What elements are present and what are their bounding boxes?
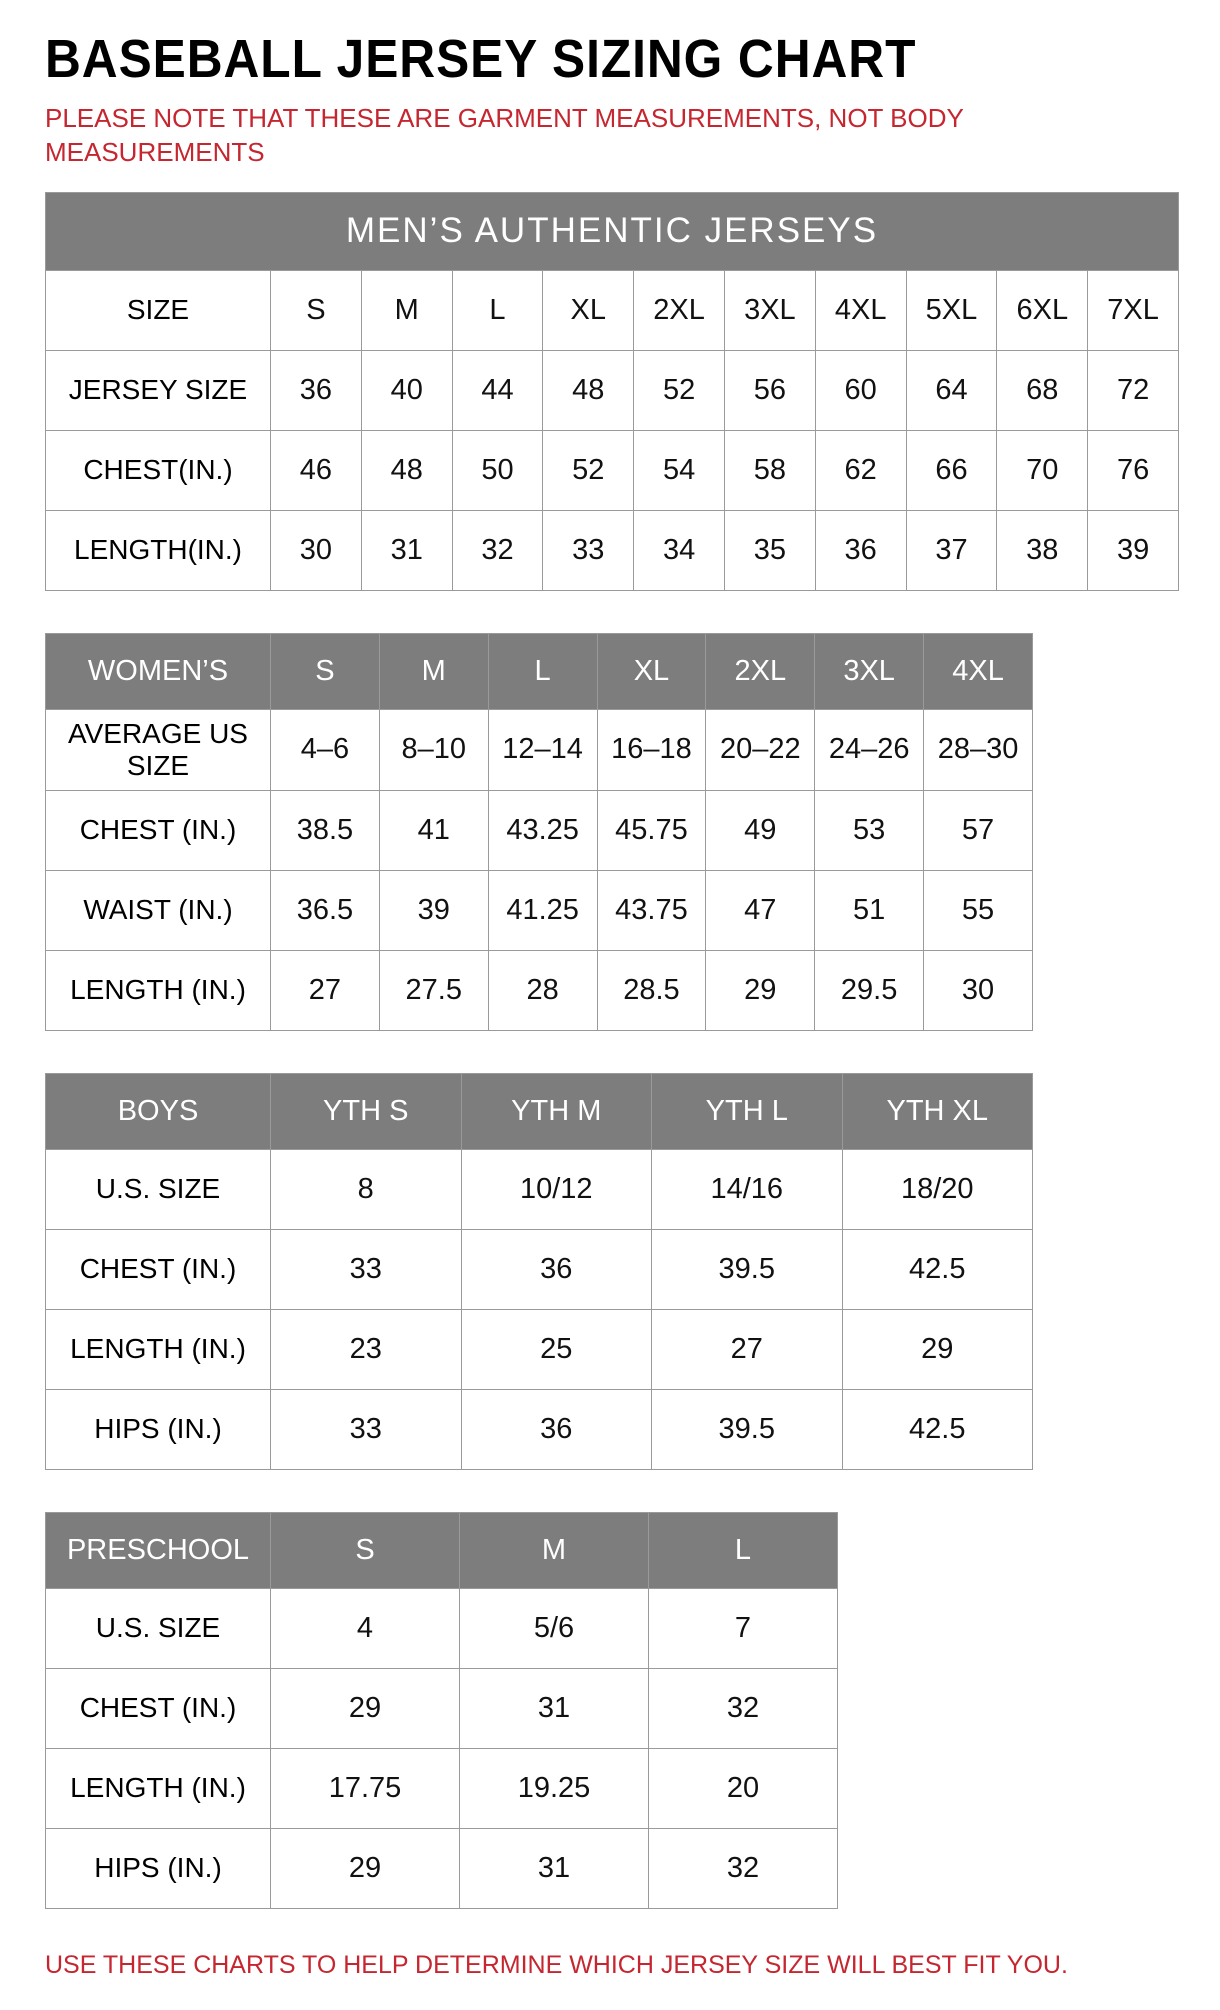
cell-value: 39.5 xyxy=(652,1389,843,1469)
cell-value: 43.75 xyxy=(597,870,706,950)
column-header: YTH S xyxy=(271,1073,462,1149)
cell-value: 35 xyxy=(724,510,815,590)
table-row xyxy=(46,1389,1033,1469)
cell-value: 24–26 xyxy=(815,709,924,790)
boys-header-label: BOYS xyxy=(46,1073,271,1149)
cell-value: 39 xyxy=(379,870,488,950)
cell-value: 52 xyxy=(634,350,725,430)
cell-value: 12–14 xyxy=(488,709,597,790)
row-label: LENGTH (IN.) xyxy=(46,1748,271,1828)
cell-value: 60 xyxy=(815,350,906,430)
cell-value: 2XL xyxy=(634,270,725,350)
cell-value: 56 xyxy=(724,350,815,430)
preschool-header-label: PRESCHOOL xyxy=(46,1512,271,1588)
cell-value: 51 xyxy=(815,870,924,950)
cell-value: 36 xyxy=(815,510,906,590)
mens-banner-title: MEN’S AUTHENTIC JERSEYS xyxy=(46,192,1179,270)
cell-value: 72 xyxy=(1088,350,1179,430)
cell-value: 36 xyxy=(461,1229,652,1309)
cell-value: 3XL xyxy=(724,270,815,350)
cell-value: 14/16 xyxy=(652,1149,843,1229)
cell-value: 27 xyxy=(652,1309,843,1389)
womens-sizing-table xyxy=(45,633,1033,1031)
cell-value: 76 xyxy=(1088,430,1179,510)
cell-value: 53 xyxy=(815,790,924,870)
cell-value: XL xyxy=(543,270,634,350)
row-label: CHEST(IN.) xyxy=(46,430,271,510)
column-header: 4XL xyxy=(924,633,1033,709)
cell-value: 38 xyxy=(997,510,1088,590)
row-label: U.S. SIZE xyxy=(46,1588,271,1668)
table-row xyxy=(46,350,1179,430)
cell-value: 30 xyxy=(924,950,1033,1030)
cell-value: 20–22 xyxy=(706,709,815,790)
cell-value: 31 xyxy=(361,510,452,590)
cell-value: 37 xyxy=(906,510,997,590)
table-row xyxy=(46,1668,838,1748)
cell-value: 45.75 xyxy=(597,790,706,870)
cell-value: 48 xyxy=(361,430,452,510)
column-header: YTH M xyxy=(461,1073,652,1149)
table-row xyxy=(46,1309,1033,1389)
cell-value: 54 xyxy=(634,430,725,510)
column-header: S xyxy=(271,1512,460,1588)
column-header: 2XL xyxy=(706,633,815,709)
cell-value: 5XL xyxy=(906,270,997,350)
cell-value: 68 xyxy=(997,350,1088,430)
cell-value: 29 xyxy=(842,1309,1033,1389)
column-header: S xyxy=(271,633,380,709)
column-header: L xyxy=(488,633,597,709)
cell-value: 36.5 xyxy=(271,870,380,950)
row-label: CHEST (IN.) xyxy=(46,1229,271,1309)
cell-value: 7 xyxy=(649,1588,838,1668)
cell-value: 57 xyxy=(924,790,1033,870)
cell-value: 16–18 xyxy=(597,709,706,790)
cell-value: 70 xyxy=(997,430,1088,510)
cell-value: 33 xyxy=(271,1229,462,1309)
cell-value: 25 xyxy=(461,1309,652,1389)
cell-value: 33 xyxy=(543,510,634,590)
cell-value: 31 xyxy=(460,1668,649,1748)
row-label: AVERAGE US SIZE xyxy=(46,709,271,790)
cell-value: 47 xyxy=(706,870,815,950)
cell-value: 17.75 xyxy=(271,1748,460,1828)
cell-value: 41.25 xyxy=(488,870,597,950)
cell-value: 28–30 xyxy=(924,709,1033,790)
cell-value: 62 xyxy=(815,430,906,510)
page-title: BASEBALL JERSEY SIZING CHART xyxy=(45,29,917,89)
cell-value: 8–10 xyxy=(379,709,488,790)
cell-value: 40 xyxy=(361,350,452,430)
cell-value: 10/12 xyxy=(461,1149,652,1229)
cell-value: 8 xyxy=(271,1149,462,1229)
cell-value: 29.5 xyxy=(815,950,924,1030)
table-row xyxy=(46,709,1033,790)
row-label: U.S. SIZE xyxy=(46,1149,271,1229)
column-header: YTH L xyxy=(652,1073,843,1149)
cell-value: 39.5 xyxy=(652,1229,843,1309)
cell-value: 29 xyxy=(271,1828,460,1908)
column-header: L xyxy=(649,1512,838,1588)
boys-sizing-table xyxy=(45,1073,1033,1470)
row-label: JERSEY SIZE xyxy=(46,350,271,430)
cell-value: 6XL xyxy=(997,270,1088,350)
column-header: M xyxy=(460,1512,649,1588)
row-label: LENGTH (IN.) xyxy=(46,950,271,1030)
row-label: HIPS (IN.) xyxy=(46,1389,271,1469)
row-label: LENGTH(IN.) xyxy=(46,510,271,590)
table-row xyxy=(46,1748,838,1828)
footer-note: USE THESE CHARTS TO HELP DETERMINE WHICH JERSEY SIZE WILL BEST FIT YOU. xyxy=(45,1950,1068,1979)
cell-value: 42.5 xyxy=(842,1389,1033,1469)
cell-value: 4–6 xyxy=(271,709,380,790)
table-row xyxy=(46,950,1033,1030)
table-row xyxy=(46,1149,1033,1229)
cell-value: 19.25 xyxy=(460,1748,649,1828)
table-row xyxy=(46,790,1033,870)
cell-value: 29 xyxy=(706,950,815,1030)
table-row xyxy=(46,510,1179,590)
cell-value: 55 xyxy=(924,870,1033,950)
cell-value: 52 xyxy=(543,430,634,510)
cell-value: 5/6 xyxy=(460,1588,649,1668)
cell-value: 31 xyxy=(460,1828,649,1908)
cell-value: 41 xyxy=(379,790,488,870)
row-label: LENGTH (IN.) xyxy=(46,1309,271,1389)
womens-header-label: WOMEN’S xyxy=(46,633,271,709)
cell-value: 28.5 xyxy=(597,950,706,1030)
table-row xyxy=(46,1828,838,1908)
row-label: WAIST (IN.) xyxy=(46,870,271,950)
cell-value: 64 xyxy=(906,350,997,430)
cell-value: 34 xyxy=(634,510,725,590)
cell-value: 28 xyxy=(488,950,597,1030)
cell-value: 36 xyxy=(271,350,362,430)
table-row xyxy=(46,430,1179,510)
cell-value: 36 xyxy=(461,1389,652,1469)
cell-value: 32 xyxy=(649,1668,838,1748)
column-header: YTH XL xyxy=(842,1073,1033,1149)
cell-value: 18/20 xyxy=(842,1149,1033,1229)
cell-value: 43.25 xyxy=(488,790,597,870)
cell-value: 66 xyxy=(906,430,997,510)
cell-value: 46 xyxy=(271,430,362,510)
cell-value: 58 xyxy=(724,430,815,510)
row-label: SIZE xyxy=(46,270,271,350)
cell-value: 33 xyxy=(271,1389,462,1469)
cell-value: 48 xyxy=(543,350,634,430)
cell-value: 23 xyxy=(271,1309,462,1389)
cell-value: 32 xyxy=(452,510,543,590)
table-row xyxy=(46,270,1179,350)
cell-value: 4XL xyxy=(815,270,906,350)
cell-value: 30 xyxy=(271,510,362,590)
table-row xyxy=(46,870,1033,950)
mens-banner-row xyxy=(46,192,1179,270)
cell-value: 50 xyxy=(452,430,543,510)
column-header: 3XL xyxy=(815,633,924,709)
cell-value: M xyxy=(361,270,452,350)
table-row xyxy=(46,1588,838,1668)
cell-value: L xyxy=(452,270,543,350)
cell-value: 39 xyxy=(1088,510,1179,590)
womens-header-row xyxy=(46,633,1033,709)
boys-header-row xyxy=(46,1073,1033,1149)
cell-value: 7XL xyxy=(1088,270,1179,350)
preschool-sizing-table xyxy=(45,1512,838,1909)
garment-measurements-note: PLEASE NOTE THAT THESE ARE GARMENT MEASUREMENTS, NOT BODY MEASUREMENTS xyxy=(45,103,964,167)
cell-value: 29 xyxy=(271,1668,460,1748)
cell-value: 42.5 xyxy=(842,1229,1033,1309)
row-label: HIPS (IN.) xyxy=(46,1828,271,1908)
cell-value: 27.5 xyxy=(379,950,488,1030)
cell-value: 44 xyxy=(452,350,543,430)
cell-value: S xyxy=(271,270,362,350)
cell-value: 27 xyxy=(271,950,380,1030)
column-header: XL xyxy=(597,633,706,709)
cell-value: 20 xyxy=(649,1748,838,1828)
table-row xyxy=(46,1229,1033,1309)
cell-value: 32 xyxy=(649,1828,838,1908)
row-label: CHEST (IN.) xyxy=(46,790,271,870)
column-header: M xyxy=(379,633,488,709)
cell-value: 49 xyxy=(706,790,815,870)
cell-value: 38.5 xyxy=(271,790,380,870)
cell-value: 4 xyxy=(271,1588,460,1668)
preschool-header-row xyxy=(46,1512,838,1588)
row-label: CHEST (IN.) xyxy=(46,1668,271,1748)
mens-sizing-table xyxy=(45,192,1179,591)
